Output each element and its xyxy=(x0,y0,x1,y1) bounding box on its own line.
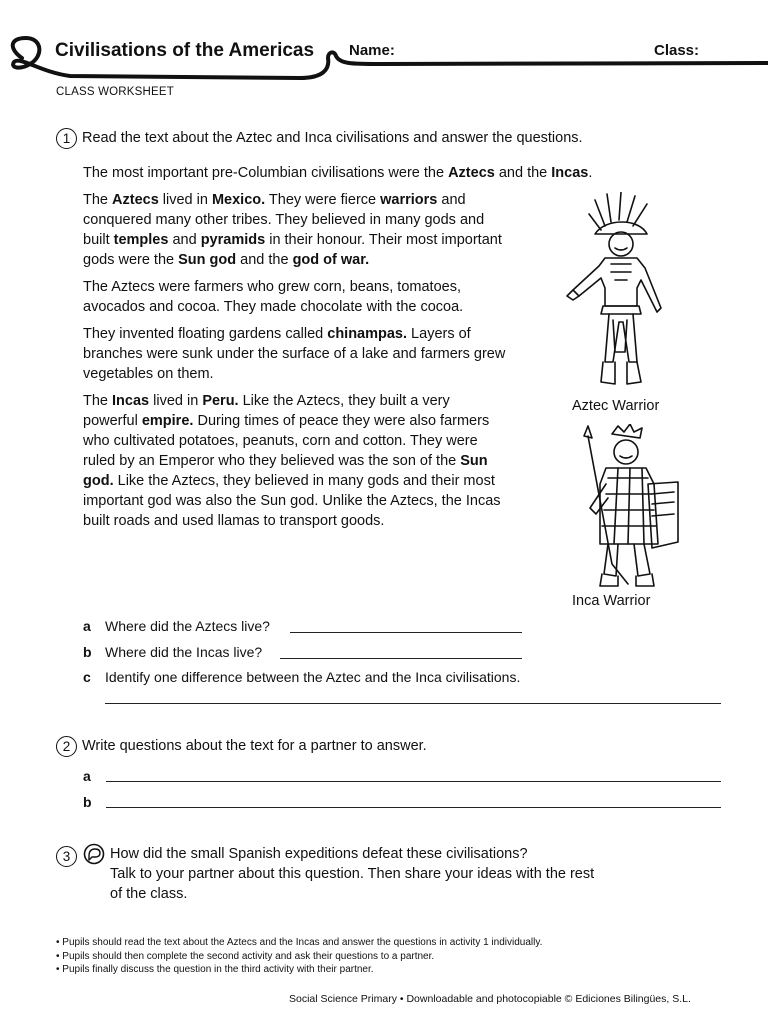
teacher-note: • Pupils finally discuss the question in the third activity with their partner. xyxy=(56,964,374,975)
aztec-warrior-caption: Aztec Warrior xyxy=(572,398,660,414)
teacher-note: • Pupils should then complete the second activity and ask their questions to a partner. xyxy=(56,950,435,962)
inca-paragraph: The Incas lived in Peru. Like the Aztecs, they built a very powerful empire. During times of peace they were also farmers who cultivated potatoes, peanuts, corn and cotton. They were ruled by an Emperor who they believed was the son of the Sun god. Like the Aztecs, they believed in many gods and their most important god was also the Sun god. Unlike the Aztecs, the Incas built roads and used llamas to transport goods. xyxy=(83,393,501,529)
activity-number-badge: 2 xyxy=(56,736,77,757)
reading-text xyxy=(83,190,508,538)
answer-line-c[interactable] xyxy=(105,703,721,704)
activity-3-badges xyxy=(56,843,105,870)
name-label: Name: xyxy=(349,42,395,59)
question-a: a Where did the Aztecs live? xyxy=(83,618,270,634)
answer-line-b[interactable] xyxy=(280,658,522,659)
inca-warrior-illustration xyxy=(572,424,687,592)
intro-paragraph: The most important pre-Columbian civilisations were the Aztecs and the Incas. xyxy=(83,165,593,181)
activity-2-line-b[interactable] xyxy=(106,807,721,808)
aztec-farming-paragraph: The Aztecs were farmers who grew corn, beans, tomatoes, avocados and cocoa. They made chocolate with the cocoa. xyxy=(83,279,464,315)
question-b: b Where did the Incas live? xyxy=(83,644,263,660)
page-footer: Social Science Primary • Downloadable and photocopiable © Ediciones Bilingües, S.L. xyxy=(289,993,691,1005)
activity-3-text: How did the small Spanish expeditions defeat these civilisations? Talk to your partner about this question. Then share your ideas with the rest of the class. xyxy=(110,846,595,902)
aztec-paragraph: The Aztecs lived in Mexico. They were fierce warriors and conquered many other tribes. They believed in many gods and built temples and pyramids in their honour. Their most important gods were the Sun god and the god of war. xyxy=(83,192,502,268)
activity-number-badge: 1 xyxy=(56,128,77,149)
activity-2-item-b: b xyxy=(83,794,92,810)
class-label: Class: xyxy=(654,42,700,59)
worksheet-title: Civilisations of the Americas xyxy=(55,40,315,61)
activity-1-instruction: Read the text about the Aztec and Inca civilisations and answer the questions. xyxy=(82,130,583,146)
activity-2-line-a[interactable] xyxy=(106,781,721,782)
activity-2-instruction: Write questions about the text for a partner to answer. xyxy=(82,738,427,754)
teacher-notes xyxy=(56,936,542,977)
answer-line-a[interactable] xyxy=(290,632,522,633)
chinampas-paragraph: They invented floating gardens called chinampas. Layers of branches were sunk under the surface of a lake and farmers grew vegetables on them. xyxy=(83,326,506,382)
teacher-note: • Pupils should read the text about the Aztecs and the Incas and answer the questions in activity 1 individually. xyxy=(56,937,543,948)
inca-warrior-caption: Inca Warrior xyxy=(572,593,651,609)
activity-number-badge: 3 xyxy=(56,846,77,867)
aztec-warrior-illustration xyxy=(565,192,690,392)
activity-2-heading xyxy=(56,736,427,757)
activity-1-heading xyxy=(56,128,583,149)
speech-bubble-icon xyxy=(83,843,105,870)
activity-2-item-a: a xyxy=(83,768,91,784)
question-c: c Identify one difference between the Aztec and the Inca civilisations. xyxy=(83,669,521,685)
worksheet-type-label: CLASS WORKSHEET xyxy=(56,86,175,98)
